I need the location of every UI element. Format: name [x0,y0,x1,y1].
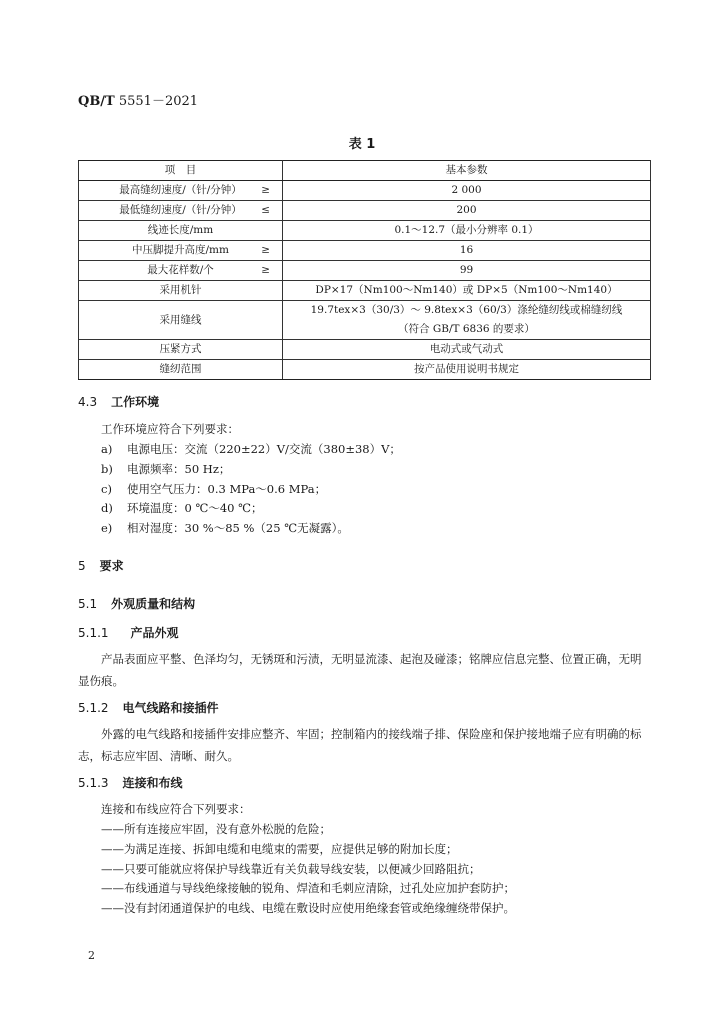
row-value-note: （符合 GB/T 6836 的要求） [398,323,535,335]
section-heading-5-1-2: 5.1.2 电气线路和接插件 [78,701,219,715]
row-item: 中压脚提升高度/mm [132,244,229,256]
row-symbol: ≥ [261,184,270,196]
paragraph: 外露的电气线路和接插件安排应整齐、牢固；控制箱内的接线端子排、保险座和保护接地端子应有明确的标志，标志应牢固、清晰、耐久。 [78,727,642,763]
list-item: c) 使用空气压力：0.3 MPa～0.6 MPa； [101,482,327,496]
list-item: ——所有连接应牢固，没有意外松脱的危险； [101,822,331,836]
table-row [79,301,651,340]
row-symbol: ≤ [261,204,270,216]
row-item: 缝纫范围 [79,360,283,380]
row-value: 电动式或气动式 [283,340,651,360]
list-item: ——没有封闭通道保护的电线、电缆在敷设时应使用绝缘套管或绝缘缠绕带保护。 [101,901,515,915]
row-value: 16 [283,241,651,261]
list-item: e) 相对湿度：30 %～85 %（25 ℃无凝露）。 [101,521,349,535]
table-row [79,261,651,281]
table-row [79,221,651,241]
table-row [79,241,651,261]
section-intro: 连接和布线应符合下列要求： [101,802,251,816]
section-heading-4-3: 4.3 工作环境 [78,395,160,409]
parameter-table [78,160,651,380]
table-row [79,360,651,380]
row-value: 2 000 [283,181,651,201]
row-value: 19.7tex×3（30/3）～ 9.8tex×3（60/3）涤纶缝纫线或棉缝纫线 [310,304,623,316]
section-heading-5: 5 要求 [78,559,124,573]
row-symbol: ≥ [261,264,270,276]
table-caption: 表 1 [348,137,376,152]
row-value: 99 [283,261,651,281]
row-item: 最高缝纫速度/（针/分钟） [119,184,242,196]
row-symbol: ≥ [261,244,270,256]
table-row [79,181,651,201]
row-value: 按产品使用说明书规定 [283,360,651,380]
list-item: d) 环境温度：0 ℃～40 ℃； [101,501,263,515]
section-heading-5-1-1: 5.1.1 产品外观 [78,626,179,640]
list-item: a) 电源电压：交流（220±22）V/交流（380±38）V； [101,442,401,456]
list-item: b) 电源频率：50 Hz； [101,462,231,476]
row-item: 压紧方式 [79,340,283,360]
list-item: ——布线通道与导线绝缘接触的锐角、焊渣和毛刺应清除，过孔处应加护套防护； [101,881,515,895]
page-number: 2 [88,949,95,962]
row-item: 采用机针 [79,281,283,301]
table-row [79,281,651,301]
section-heading-5-1: 5.1 外观质量和结构 [78,597,196,611]
row-item: 采用缝线 [79,301,283,340]
row-item: 最低缝纫速度/（针/分钟） [119,204,242,216]
row-value: DP×17（Nm100～Nm140）或 DP×5（Nm100～Nm140） [283,281,651,301]
table-row [79,340,651,360]
row-value: 0.1～12.7（最小分辨率 0.1） [283,221,651,241]
row-item: 线迹长度/mm [79,221,283,241]
section-heading-5-1-3: 5.1.3 连接和布线 [78,776,183,790]
document-code: QB/T 5551－2021 [78,94,199,109]
table-row [79,201,651,221]
row-item: 最大花样数/个 [147,264,214,276]
list-item: ——为满足连接、拆卸电缆和电缆束的需要，应提供足够的附加长度； [101,842,458,856]
table-header-row [79,161,651,181]
list-item: ——只要可能就应将保护导线靠近有关负载导线安装，以便减少回路阻抗； [101,862,481,876]
header-value: 基本参数 [283,161,651,181]
header-item: 项 目 [79,161,283,181]
paragraph: 产品表面应平整、色泽均匀，无锈斑和污渍，无明显流漆、起泡及碰漆；铭牌应信息完整、位置正确，无明显伤痕。 [78,652,642,688]
row-value: 200 [283,201,651,221]
section-intro: 工作环境应符合下列要求： [101,422,239,436]
